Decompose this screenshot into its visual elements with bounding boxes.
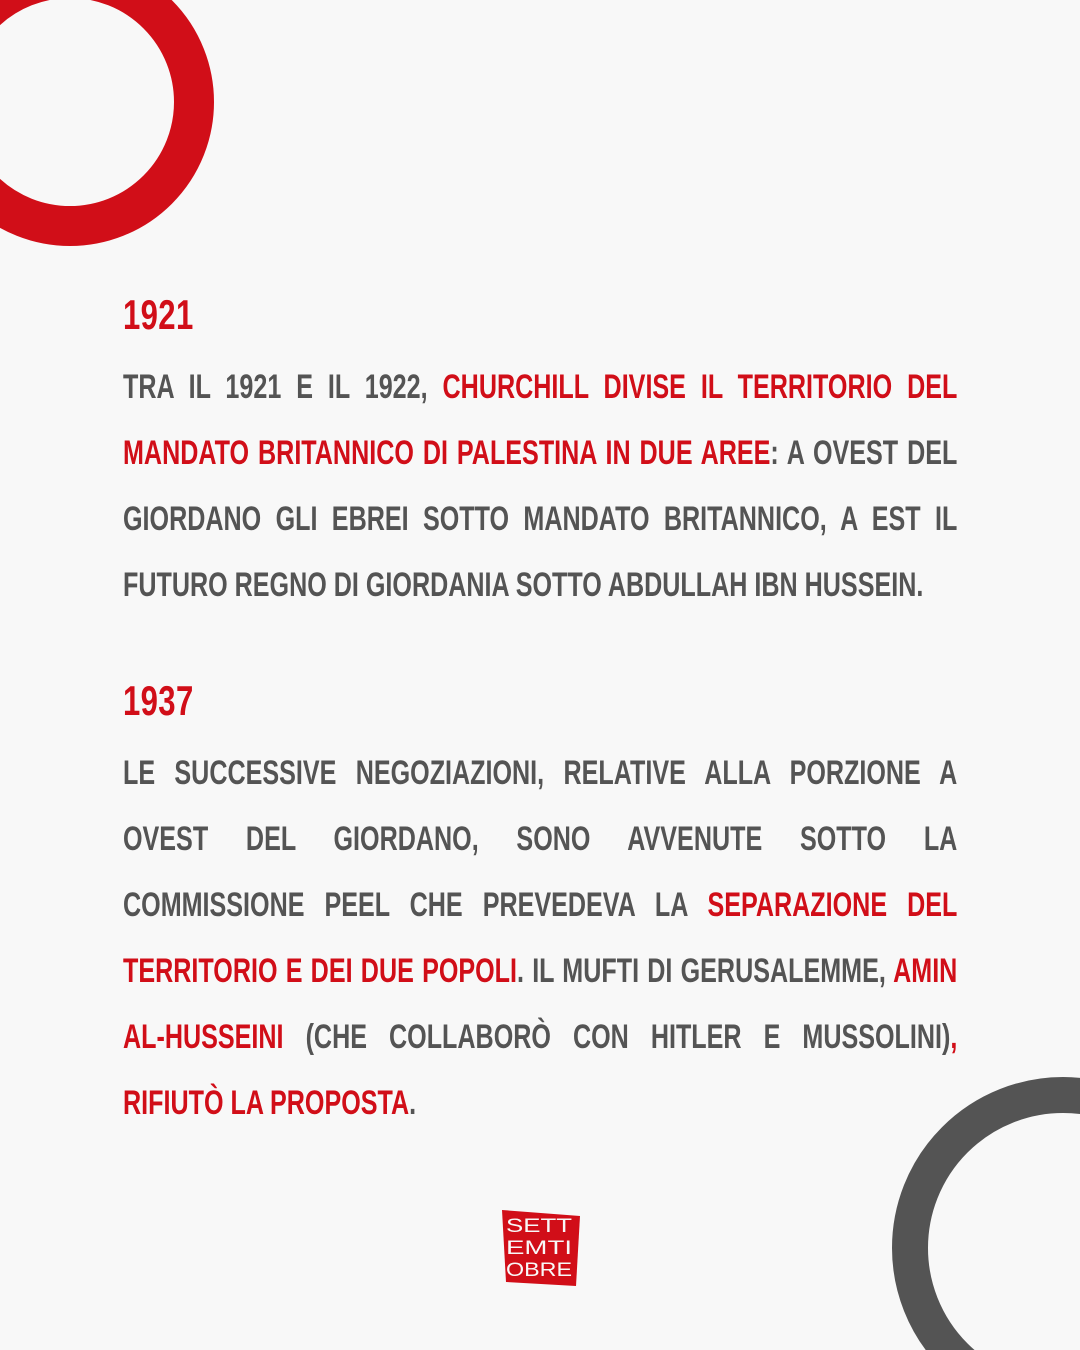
top-left-red-ring [0, 0, 194, 226]
logo-line-3: OBRE [506, 1260, 572, 1281]
text-normal: . [409, 1084, 417, 1122]
text-highlight: SEPARAZIONE DEL TERRITORIO E DEI DUE POPOLI [123, 886, 958, 990]
section-1937 [123, 676, 957, 1136]
logo-line-1: SETT [506, 1216, 573, 1237]
text-highlight: AMIN AL-HUSSEINI [123, 952, 958, 1056]
year-heading: 1921 [123, 291, 194, 338]
year-heading: 1937 [123, 677, 194, 724]
text-normal: LE SUCCESSIVE NEGOZIAZIONI, RELATIVE ALLA PORZIONE A OVEST DEL GIORDANO, SONO AVVENUTE SOTTO LA COMMISSIONE PEEL CHE PREVEDEVA LA [123, 754, 958, 924]
text-normal: : A OVEST DEL GIORDANO GLI EBREI SOTTO MANDATO BRITANNICO, A EST IL FUTURO REGNO DI GIORDANIA SOTTO ABDULLAH IBN HUSSEIN. [123, 434, 958, 604]
brand-logo [502, 1210, 580, 1288]
text-normal: (CHE COLLABORÒ CON HITLER E MUSSOLINI) [283, 1018, 951, 1056]
section-paragraph [123, 740, 957, 1136]
section-1921 [123, 290, 957, 618]
logo-line-2: EMTI [506, 1238, 572, 1259]
text-normal: TRA IL 1921 E IL 1922, [123, 368, 443, 406]
text-normal: . IL MUFTI DI GERUSALEMME, [517, 952, 894, 990]
text-highlight: , RIFIUTÒ LA PROPOSTA [123, 1018, 958, 1122]
section-paragraph [123, 354, 957, 618]
text-highlight: CHURCHILL DIVISE IL TERRITORIO DEL MANDATO BRITANNICO DI PALESTINA IN DUE AREE [123, 368, 958, 472]
